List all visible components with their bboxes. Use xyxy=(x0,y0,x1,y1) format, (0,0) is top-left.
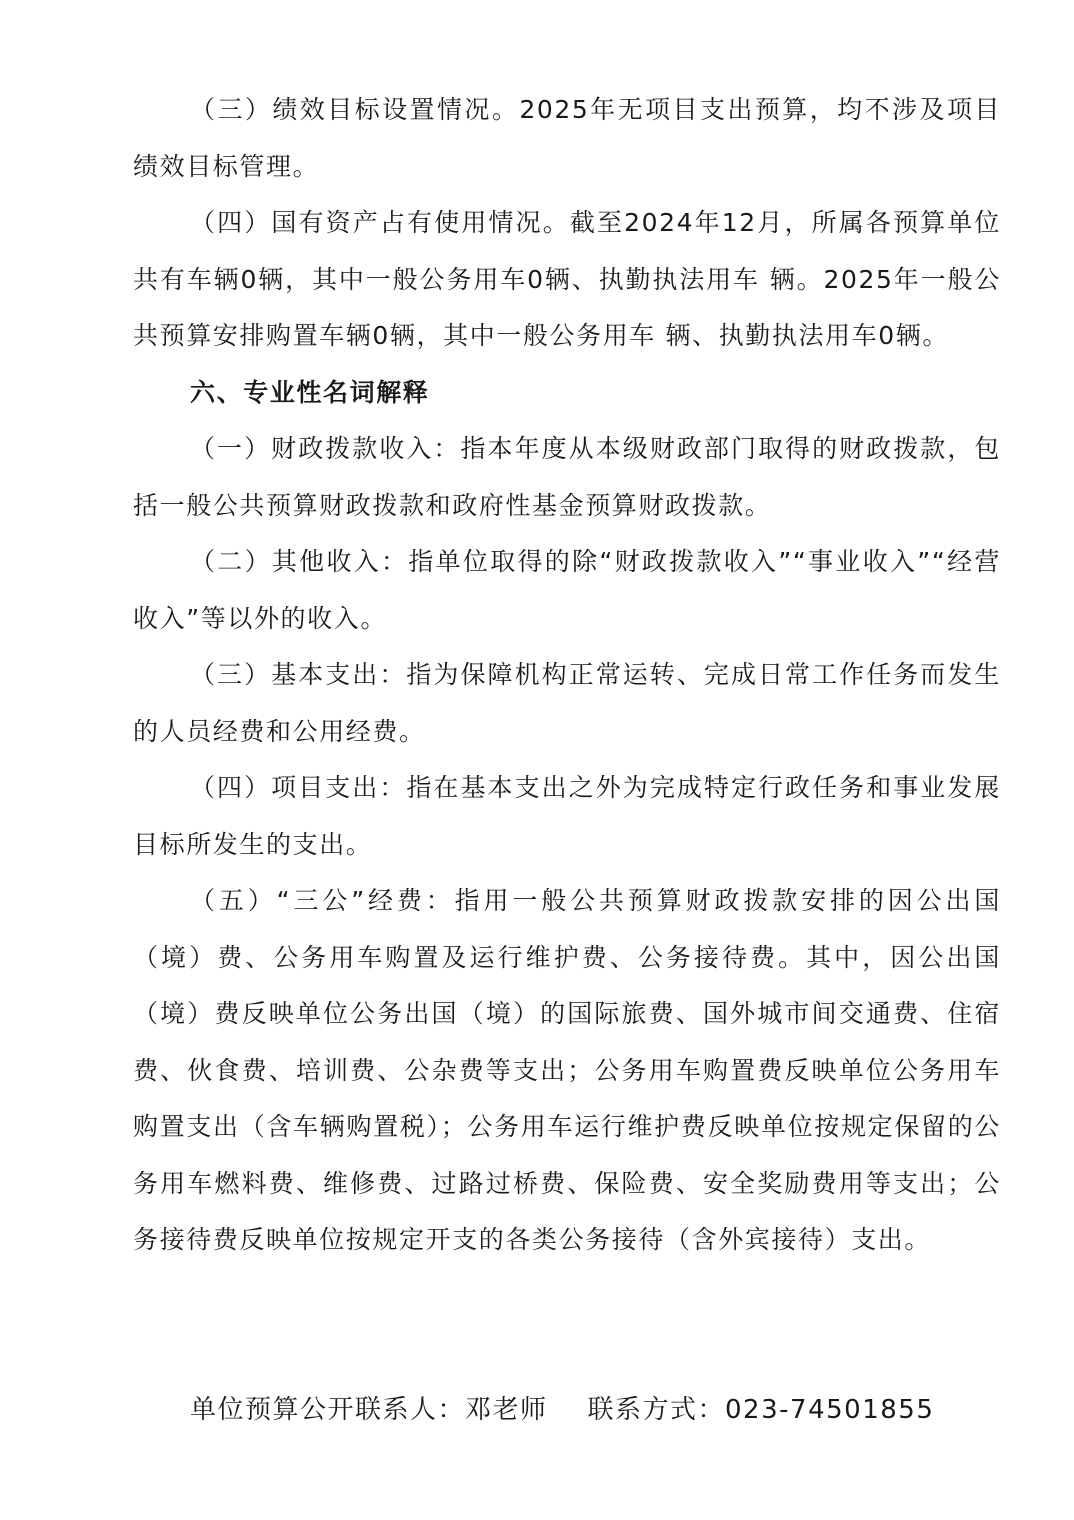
contact-phone: 联系方式：023-74501855 xyxy=(587,1395,935,1425)
paragraph-basic-expenditure: （三）基本支出：指为保障机构正常运转、完成日常工作任务而发生的人员经费和公用经费。 xyxy=(133,660,1001,746)
contact-person: 单位预算公开联系人：邓老师 xyxy=(190,1395,548,1425)
paragraph-fiscal-appropriation: （一）财政拨款收入：指本年度从本级财政部门取得的财政拨款，包括一般公共预算财政拨款和政府性基金预算财政拨款。 xyxy=(133,434,1001,520)
section-heading-glossary: 六、专业性名词解释 xyxy=(190,377,430,407)
contact-line xyxy=(190,1388,934,1432)
paragraph-project-expenditure: （四）项目支出：指在基本支出之外为完成特定行政任务和事业发展目标所发生的支出。 xyxy=(133,773,1001,859)
document-body xyxy=(133,82,1001,1269)
paragraph-three-public-expenses: （五）“三公”经费：指用一般公共预算财政拨款安排的因公出国（境）费、公务用车购置及运行维护费、公务接待费。其中，因公出国（境）费反映单位公务出国（境）的国际旅费、国外城市间交通费、住宿费、伙食费、培训费、公杂费等支出；公务用车购置费反映单位公务用车购置支出（含车辆购置税）；公务用车运行维护费反映单位按规定保留的公务用车燃料费、维修费、过路过桥费、保险费、安全奖励费用等支出；公务接待费反映单位按规定开支的各类公务接待（含外宾接待）支出。 xyxy=(133,886,1001,1254)
paragraph-state-assets: （四）国有资产占有使用情况。截至2024年12月，所属各预算单位共有车辆0辆，其中一般公务用车0辆、执勤执法用车 辆。2025年一般公共预算安排购置车辆0辆，其中一般公务用车 辆、执勤执法用车0辆。 xyxy=(133,208,1001,350)
paragraph-performance-goals: （三）绩效目标设置情况。2025年无项目支出预算，均不涉及项目绩效目标管理。 xyxy=(133,95,1001,181)
paragraph-other-income: （二）其他收入：指单位取得的除“财政拨款收入”“事业收入”“经营收入”等以外的收入。 xyxy=(133,547,1001,633)
